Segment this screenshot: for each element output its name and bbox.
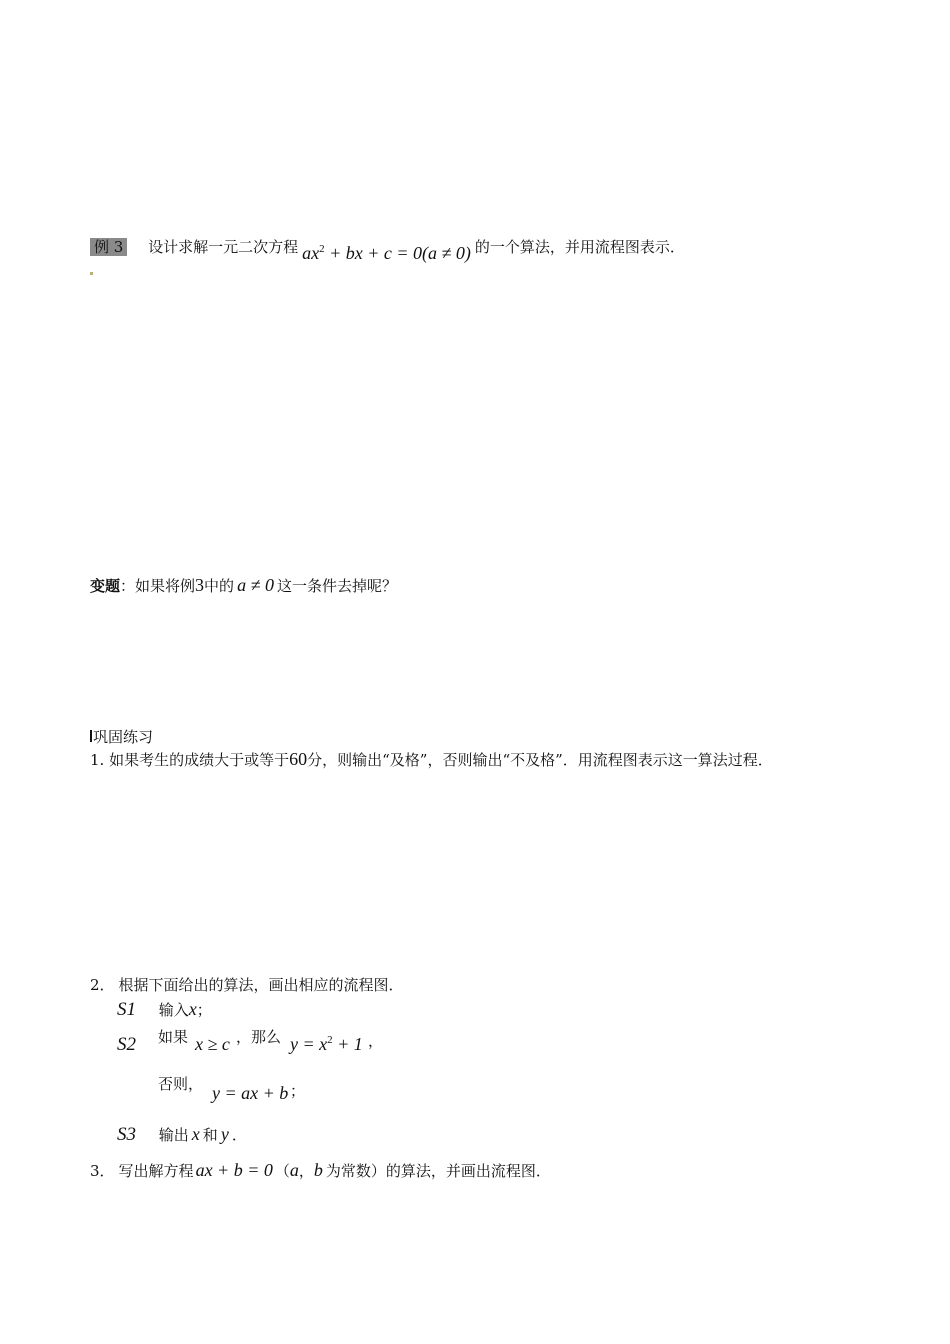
question-3-text-2: 为常数）的算法，并画出流程图． — [325, 1162, 551, 1180]
question-3-var-b: b — [313, 1160, 323, 1180]
variant-condition: a ≠ 0 — [237, 575, 274, 595]
question-2 — [90, 974, 404, 995]
example-3-line — [90, 229, 685, 263]
step-s3-text-1: 输出 — [158, 1126, 189, 1144]
step-s1-text: 输入 — [158, 1001, 189, 1019]
example-equation: $ax^2$ + bx + c = 0(a ≠ 0) — [302, 243, 471, 263]
example-tag: 例 3 — [90, 238, 127, 256]
variant-number: 3 — [195, 575, 205, 595]
variant-text-2: 中的 — [204, 577, 235, 595]
step-s2-condition: x ≥ c — [195, 1034, 230, 1054]
question-3: 3． 写出解方程 ax + b = 0 （a，b 为常数）的算法，并画出流程图． — [90, 1160, 551, 1180]
step-s3-label: S3 — [117, 1124, 136, 1145]
variant-text-1: 如果将例 — [135, 577, 196, 595]
practice-heading: 巩固练习 — [90, 726, 153, 747]
example-text-before: 设计求解一元二次方程 — [148, 238, 299, 256]
question-3-number: 3． — [90, 1162, 115, 1180]
step-s1-label: S1 — [117, 999, 136, 1020]
step-s1: S1 输入x； — [117, 999, 212, 1020]
step-s2-then: ，那么 — [236, 1028, 282, 1046]
question-1-number: 1. — [90, 751, 105, 769]
question-1-text-1: 如果考生的成绩大于或等于 — [109, 751, 290, 769]
step-s2-equation-2: y = ax + b — [212, 1083, 289, 1103]
variant-line: 变题：如果将例3中的 a ≠ 0 这一条件去掉呢？ — [90, 575, 397, 595]
example-text-after: 的一个算法，并用流程图表示． — [474, 238, 685, 256]
question-3-text-1: 写出解方程 — [118, 1162, 194, 1180]
step-s3-text-2: 和 — [202, 1126, 218, 1144]
variant-label: 变题 — [90, 577, 121, 595]
question-2-text: 根据下面给出的算法，画出相应的流程图． — [118, 976, 404, 994]
step-s2-if: 如果 — [158, 1028, 189, 1046]
step-s3: S3 输出 x 和 y ． — [117, 1124, 247, 1145]
stray-mark — [90, 272, 93, 275]
step-s3-var-1: x — [191, 1124, 200, 1144]
step-s2-end-2: ； — [290, 1082, 306, 1100]
question-1-text-2: 分，则输出“及格”，否则输出“不及格”．用流程图表示这一算法过程． — [307, 751, 773, 769]
question-3-equation: ax + b = 0 — [195, 1160, 273, 1180]
variant-text-3: 这一条件去掉呢？ — [276, 577, 397, 595]
step-s1-var: x — [188, 999, 197, 1019]
step-s2-else: 否则， — [158, 1075, 204, 1093]
step-s2-end: ， — [368, 1032, 384, 1050]
question-1-score: 60 — [289, 749, 308, 769]
question-3-var-a: a — [289, 1160, 299, 1180]
step-s3-var-2: y — [220, 1124, 229, 1144]
question-2-number: 2． — [90, 976, 115, 994]
step-s2-label: S2 — [117, 1034, 136, 1055]
step-s2-equation-1: $y = x^2 + 1$ — [290, 1034, 363, 1054]
question-1 — [90, 748, 773, 771]
